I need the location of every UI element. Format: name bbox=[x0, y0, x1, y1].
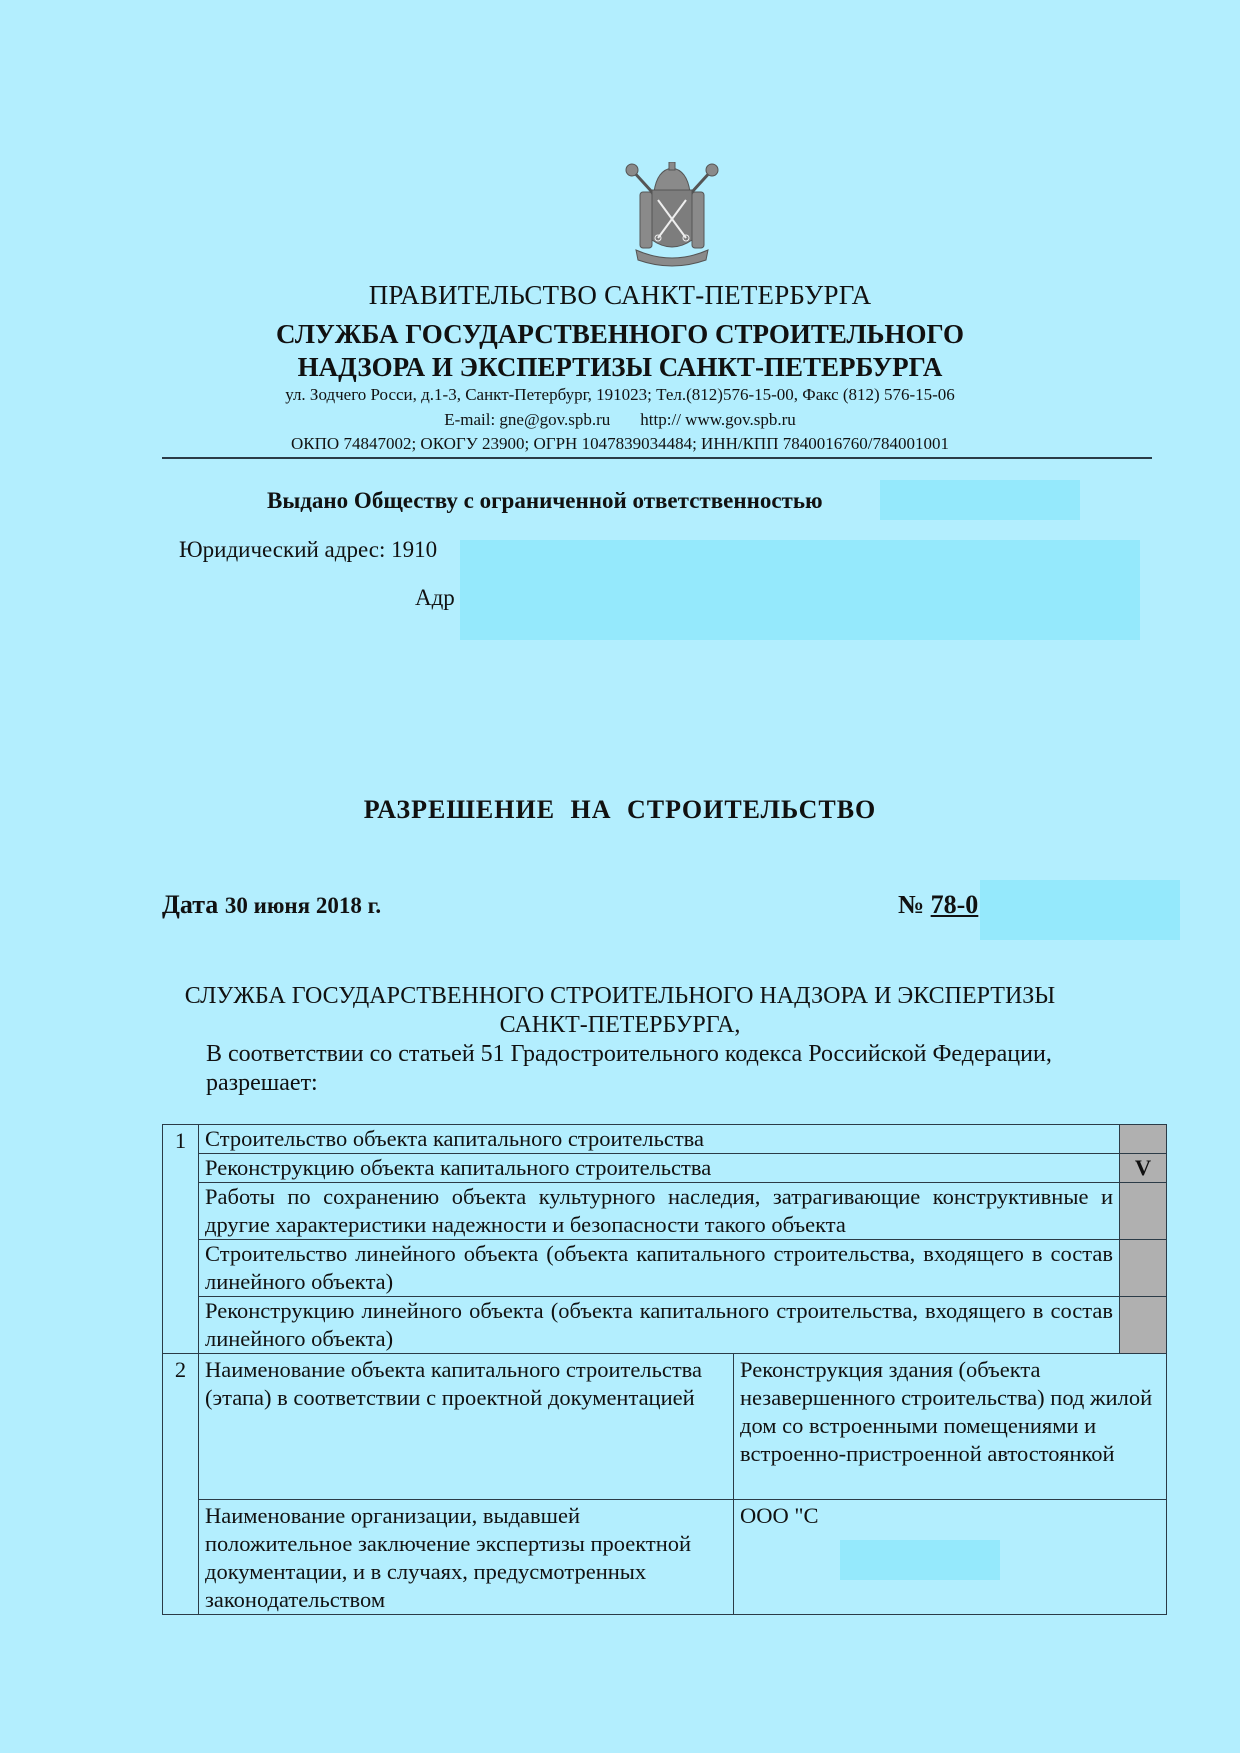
redaction-box bbox=[880, 480, 1080, 520]
issued-to: Выдано Обществу с ограниченной ответственностью bbox=[267, 488, 823, 513]
legal-basis bbox=[206, 1040, 1126, 1098]
table-row bbox=[163, 1183, 1167, 1240]
permit-type-checkbox[interactable]: V bbox=[1120, 1154, 1167, 1183]
table-row bbox=[163, 1240, 1167, 1297]
contact-line bbox=[0, 410, 1240, 430]
government-title: ПРАВИТЕЛЬСТВО САНКТ-ПЕТЕРБУРГА bbox=[368, 280, 872, 310]
permit-type-label: Строительство объекта капитального строительства bbox=[199, 1125, 1120, 1154]
document-number bbox=[898, 890, 978, 920]
document-date bbox=[162, 890, 381, 920]
legal-address: Юридический адрес: 1910 bbox=[179, 537, 438, 562]
permit-type-checkbox[interactable] bbox=[1120, 1183, 1167, 1240]
permit-type-checkbox[interactable] bbox=[1120, 1240, 1167, 1297]
service-title-line1: СЛУЖБА ГОСУДАРСТВЕННОГО СТРОИТЕЛЬНОГО bbox=[276, 319, 964, 349]
permit-type-label: Работы по сохранению объекта культурного наследия, затрагивающие конструктивные и другие характеристики надежности и безопасности такого объекта bbox=[199, 1183, 1120, 1240]
date-label: Дата bbox=[162, 890, 219, 919]
redaction-box bbox=[980, 880, 1180, 940]
table-row bbox=[163, 1297, 1167, 1354]
table-row bbox=[163, 1500, 1167, 1615]
number-label: № bbox=[898, 890, 925, 919]
table-row bbox=[163, 1125, 1167, 1154]
service-title bbox=[0, 318, 1240, 384]
issuing-authority-line2: САНКТ-ПЕТЕРБУРГА, bbox=[499, 1012, 741, 1038]
section-number: 2 bbox=[163, 1354, 199, 1615]
issuing-authority-line1: СЛУЖБА ГОСУДАРСТВЕННОГО СТРОИТЕЛЬНОГО НАДЗОРА И ЭКСПЕРТИЗЫ bbox=[184, 983, 1056, 1009]
issuing-authority bbox=[0, 982, 1240, 1040]
permit-type-label: Реконструкцию объекта капитального строительства bbox=[199, 1154, 1120, 1183]
service-address: ул. Зодчего Росси, д.1-3, Санкт-Петербург, 191023; Тел.(812)576-15-00, Факс (812) 576-15-06 bbox=[285, 385, 955, 404]
permit-table bbox=[162, 1124, 1167, 1615]
redaction-box bbox=[840, 1540, 1000, 1580]
saint-petersburg-coat-of-arms-icon bbox=[622, 162, 722, 268]
date-value: 30 июня 2018 г. bbox=[224, 893, 382, 918]
redaction-box bbox=[460, 540, 1140, 640]
section-number: 1 bbox=[163, 1125, 199, 1354]
postal-address: Адр bbox=[415, 585, 455, 610]
field-label: Наименование организации, выдавшей положительное заключение экспертизы проектной документации, и в случаях, предусмотренных законодательством bbox=[199, 1500, 734, 1615]
email-link[interactable]: E-mail: gne@gov.spb.ru bbox=[444, 410, 611, 429]
document-title: РАЗРЕШЕНИЕ НА СТРОИТЕЛЬСТВО bbox=[363, 795, 877, 824]
legal-basis-line2: разрешает: bbox=[206, 1070, 318, 1096]
field-label: Наименование объекта капитального строительства (этапа) в соответствии с проектной документацией bbox=[199, 1354, 734, 1500]
table-row bbox=[163, 1354, 1167, 1500]
permit-type-checkbox[interactable] bbox=[1120, 1125, 1167, 1154]
permit-type-label: Реконструкцию линейного объекта (объекта капитального строительства, входящего в состав линейного объекта) bbox=[199, 1297, 1120, 1354]
legal-basis-line1: В соответствии со статьей 51 Градостроительного кодекса Российской Федерации, bbox=[206, 1041, 1052, 1067]
service-title-line2: НАДЗОРА И ЭКСПЕРТИЗЫ САНКТ-ПЕТЕРБУРГА bbox=[297, 352, 943, 382]
number-value: 78-0 bbox=[930, 890, 979, 919]
field-value: Реконструкция здания (объекта незавершенного строительства) под жилой дом со встроенными помещениями и встроенно-пристроенной автостоянкой bbox=[734, 1354, 1167, 1500]
field-value: ООО "С bbox=[734, 1500, 1167, 1615]
registration-codes: ОКПО 74847002; ОКОГУ 23900; ОГРН 1047839034484; ИНН/КПП 7840016760/784001001 bbox=[291, 434, 949, 453]
website-link[interactable]: http:// www.gov.spb.ru bbox=[640, 410, 796, 429]
table-row bbox=[163, 1154, 1167, 1183]
permit-type-label: Строительство линейного объекта (объекта капитального строительства, входящего в состав линейного объекта) bbox=[199, 1240, 1120, 1297]
header-divider bbox=[162, 457, 1152, 459]
permit-type-checkbox[interactable] bbox=[1120, 1297, 1167, 1354]
